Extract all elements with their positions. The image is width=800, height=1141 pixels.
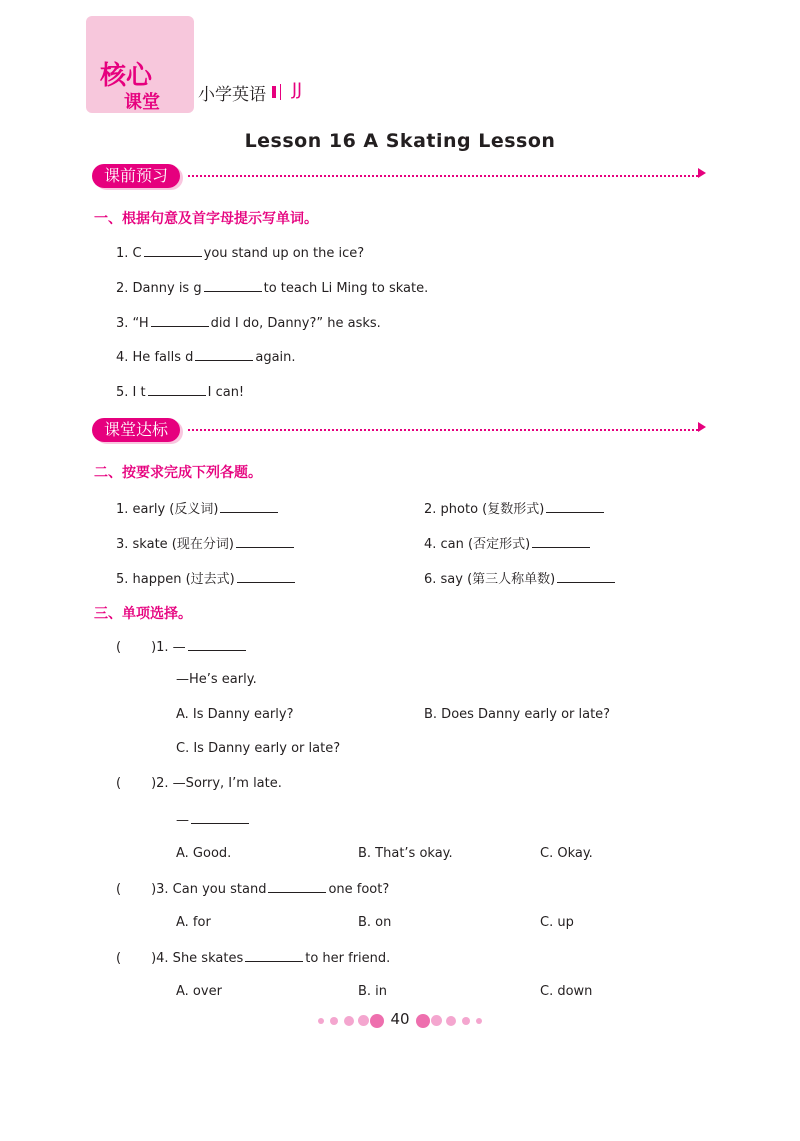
part3-question-4 xyxy=(116,949,390,966)
item-text: 5. I t xyxy=(116,385,146,400)
answer-blank[interactable] xyxy=(557,570,615,583)
part2-item-5 xyxy=(116,568,297,587)
subject-label: 小学英语 xyxy=(198,85,266,105)
answer-blank[interactable] xyxy=(191,811,249,824)
answer-paren[interactable]: ( xyxy=(116,640,122,655)
subject-separator-line xyxy=(280,84,281,100)
part3-question-1 xyxy=(116,638,248,655)
answer-paren[interactable]: ( xyxy=(116,776,122,791)
section-bar-class xyxy=(92,418,712,442)
item-text: 1. early (反义词) xyxy=(116,502,219,517)
question-text: to her friend. xyxy=(305,951,391,966)
logo-text-top: 核心 xyxy=(100,61,153,91)
q4-option-c[interactable]: C. down xyxy=(540,984,593,999)
logo xyxy=(96,56,196,116)
question-text: )3. Can you stand xyxy=(151,882,267,897)
dot-icon xyxy=(431,1015,442,1026)
answer-blank[interactable] xyxy=(546,500,604,513)
answer-blank[interactable] xyxy=(151,314,209,327)
item-text: 3. “H xyxy=(116,316,149,331)
dot-icon xyxy=(370,1014,384,1028)
subject-separator-block xyxy=(272,86,276,98)
dot-icon xyxy=(446,1016,456,1026)
part3-heading: 三、单项选择。 xyxy=(94,606,192,622)
q2-response xyxy=(176,811,251,828)
dot-icon xyxy=(476,1018,482,1024)
part2-item-6 xyxy=(424,568,617,587)
answer-blank[interactable] xyxy=(220,500,278,513)
part1-item-2 xyxy=(116,279,428,296)
arrow-icon xyxy=(698,422,706,432)
answer-blank[interactable] xyxy=(188,638,246,651)
q1-option-b[interactable]: B. Does Danny early or late? xyxy=(424,707,611,722)
part1-item-4 xyxy=(116,348,296,365)
item-text: to teach Li Ming to skate. xyxy=(263,281,429,296)
page-footer xyxy=(0,1010,800,1032)
dot-icon xyxy=(318,1018,324,1024)
item-text: 6. say (第三人称单数) xyxy=(424,572,556,587)
q3-option-a[interactable]: A. for xyxy=(176,915,211,930)
part2-item-4 xyxy=(424,533,592,552)
item-text: again. xyxy=(255,350,296,365)
item-text: 3. skate (现在分词) xyxy=(116,537,234,552)
section-bar-preview xyxy=(92,164,712,188)
q3-option-b[interactable]: B. on xyxy=(358,915,392,930)
q4-option-b[interactable]: B. in xyxy=(358,984,388,999)
section-label-class: 课堂达标 xyxy=(92,418,180,442)
dot-icon xyxy=(462,1017,470,1025)
q1-option-a[interactable]: A. Is Danny early? xyxy=(176,707,294,722)
answer-blank[interactable] xyxy=(236,535,294,548)
q1-response: —He’s early. xyxy=(176,672,257,687)
part3-question-2 xyxy=(116,776,282,791)
dot-icon xyxy=(358,1015,369,1026)
answer-blank[interactable] xyxy=(195,348,253,361)
item-text: did I do, Danny?” he asks. xyxy=(210,316,381,331)
question-text: )4. She skates xyxy=(151,951,244,966)
page-number: 40 xyxy=(390,1010,410,1028)
question-text: one foot? xyxy=(328,882,390,897)
item-text: 5. happen (过去式) xyxy=(116,572,235,587)
answer-paren[interactable]: ( xyxy=(116,951,122,966)
answer-blank[interactable] xyxy=(532,535,590,548)
answer-blank[interactable] xyxy=(148,383,206,396)
item-text: 2. Danny is g xyxy=(116,281,202,296)
item-text: 1. C xyxy=(116,246,142,261)
edition-label: JJ xyxy=(292,80,303,100)
item-text: 2. photo (复数形式) xyxy=(424,502,545,517)
part2-item-1 xyxy=(116,498,280,517)
dot-icon xyxy=(330,1017,338,1025)
item-text: 4. can (否定形式) xyxy=(424,537,531,552)
part2-item-3 xyxy=(116,533,296,552)
answer-blank[interactable] xyxy=(204,279,262,292)
question-text: )2. —Sorry, I’m late. xyxy=(151,776,282,791)
part2-heading: 二、按要求完成下列各题。 xyxy=(94,465,262,481)
part1-item-5 xyxy=(116,383,244,400)
part3-question-3 xyxy=(116,880,389,897)
section-divider xyxy=(188,429,698,431)
answer-paren[interactable]: ( xyxy=(116,882,122,897)
q1-option-c[interactable]: C. Is Danny early or late? xyxy=(176,741,341,756)
section-label-preview: 课前预习 xyxy=(92,164,180,188)
part1-heading: 一、根据句意及首字母提示写单词。 xyxy=(94,211,318,227)
question-text: — xyxy=(176,813,189,828)
item-text: I can! xyxy=(207,385,245,400)
section-divider xyxy=(188,175,698,177)
dot-icon xyxy=(344,1016,354,1026)
question-text: )1. — xyxy=(151,640,186,655)
answer-blank[interactable] xyxy=(237,570,295,583)
item-text: you stand up on the ice? xyxy=(203,246,365,261)
answer-blank[interactable] xyxy=(144,244,202,257)
part1-item-1 xyxy=(116,244,364,261)
q2-option-a[interactable]: A. Good. xyxy=(176,846,232,861)
q4-option-a[interactable]: A. over xyxy=(176,984,222,999)
answer-blank[interactable] xyxy=(245,949,303,962)
part1-item-3 xyxy=(116,314,381,331)
item-text: 4. He falls d xyxy=(116,350,194,365)
arrow-icon xyxy=(698,168,706,178)
dot-icon xyxy=(416,1014,430,1028)
part2-item-2 xyxy=(424,498,606,517)
page-title: Lesson 16 A Skating Lesson xyxy=(244,130,556,152)
q2-option-b[interactable]: B. That’s okay. xyxy=(358,846,453,861)
q2-option-c[interactable]: C. Okay. xyxy=(540,846,593,861)
logo-text-bottom: 课堂 xyxy=(124,92,160,113)
q3-option-c[interactable]: C. up xyxy=(540,915,574,930)
answer-blank[interactable] xyxy=(268,880,326,893)
